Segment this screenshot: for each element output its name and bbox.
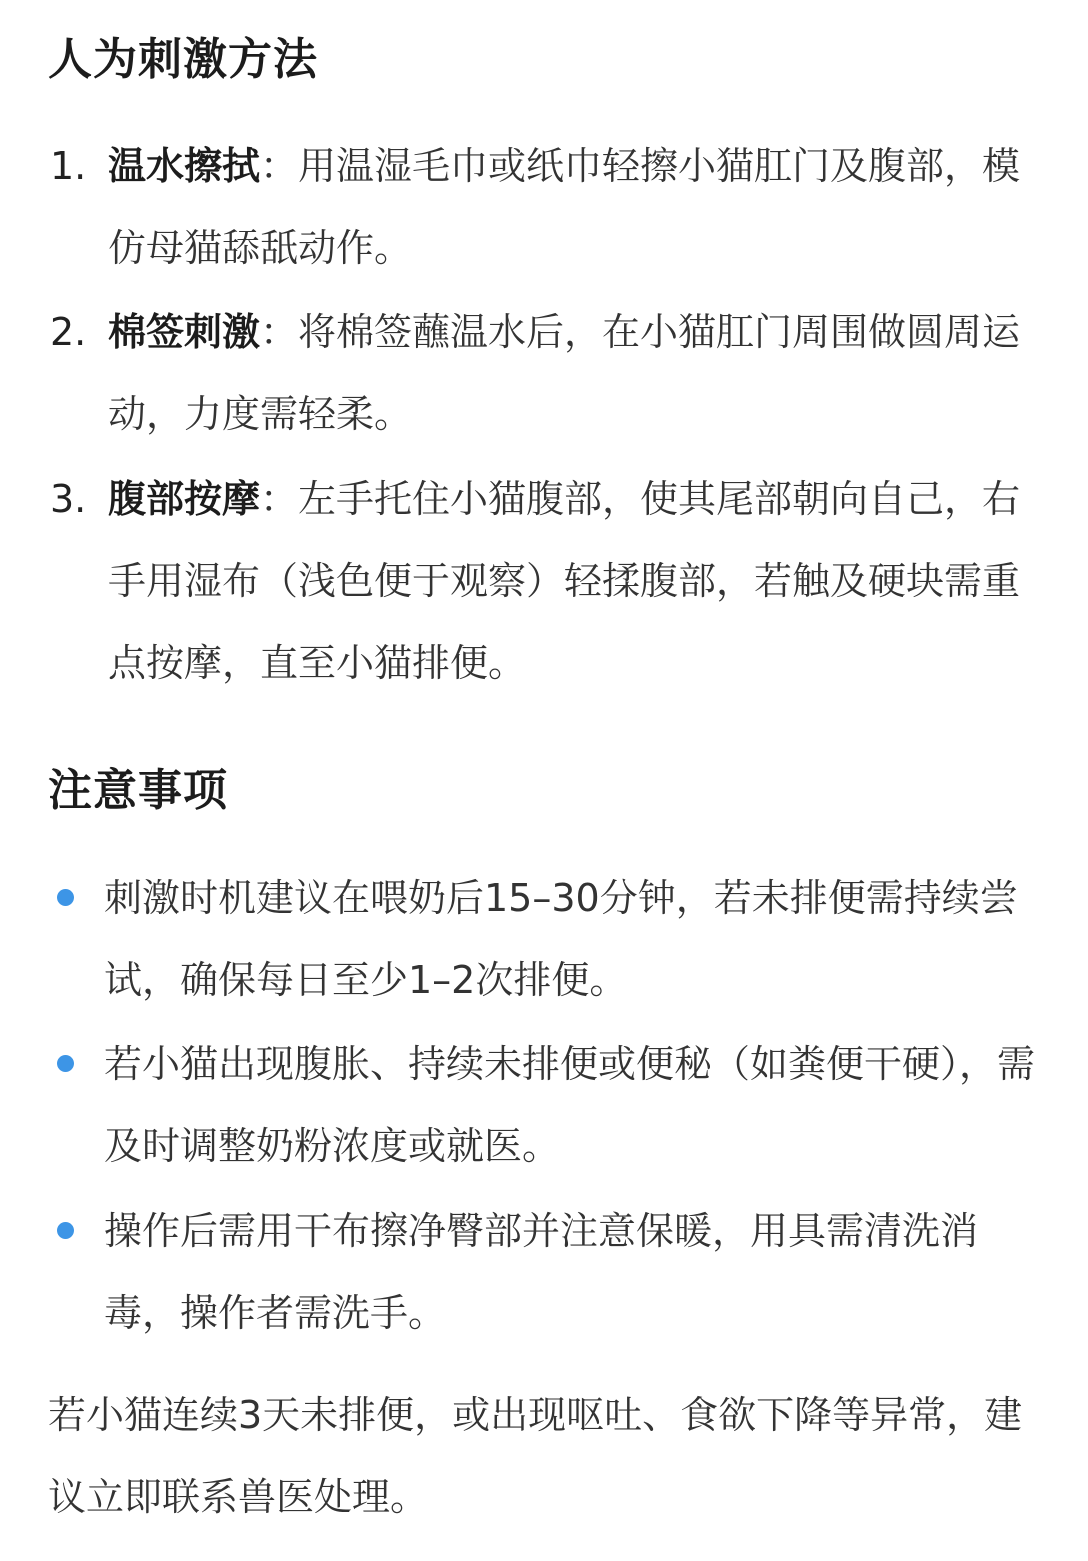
item-separator: ：: [260, 477, 299, 521]
bullet-dot-icon: [57, 1055, 74, 1072]
item-separator: ：: [260, 310, 299, 354]
item-description: 若小猫出现腹胀、持续未排便或便秘（如粪便干硬），需及时调整奶粉浓度或就医。: [104, 1042, 1036, 1168]
item-text: [108, 125, 1043, 289]
item-term: 棉签刺激: [108, 310, 261, 354]
item-text: [108, 291, 1043, 455]
item-description: 左手托住小猫腹部，使其尾部朝向自己，右手用湿布（浅色便于观察）轻揉腹部，若触及硬块需重点按摩，直至小猫排便。: [108, 477, 1021, 685]
item-term: 温水擦拭: [108, 144, 261, 188]
item-number: 3.: [50, 477, 87, 521]
item-term: 腹部按摩: [108, 477, 261, 521]
item-description: 用温湿毛巾或纸巾轻擦小猫肛门及腹部，模仿母猫舔舐动作。: [108, 144, 1021, 270]
item-number: 2.: [50, 310, 87, 354]
item-description: 将棉签蘸温水后，在小猫肛门周围做圆周运动，力度需轻柔。: [108, 310, 1021, 436]
bullet-dot-icon: [57, 1222, 74, 1239]
item-separator: ：: [260, 144, 299, 188]
bullet-dot-icon: [57, 889, 74, 906]
item-description: 操作后需用干布擦净臀部并注意保暖，用具需清洗消毒，操作者需洗手。: [104, 1209, 979, 1335]
section-heading-methods: 人为刺激方法: [48, 34, 318, 85]
section-heading-notes: 注意事项: [48, 765, 228, 816]
item-number: 1.: [50, 144, 87, 188]
item-description: 刺激时机建议在喂奶后15–30分钟，若未排便需持续尝试，确保每日至少1–2次排便。: [104, 876, 1018, 1002]
item-text: [108, 458, 1043, 704]
final-note: 若小猫连续3天未排便，或出现呕吐、食欲下降等异常，建议立即联系兽医处理。: [48, 1393, 1023, 1519]
